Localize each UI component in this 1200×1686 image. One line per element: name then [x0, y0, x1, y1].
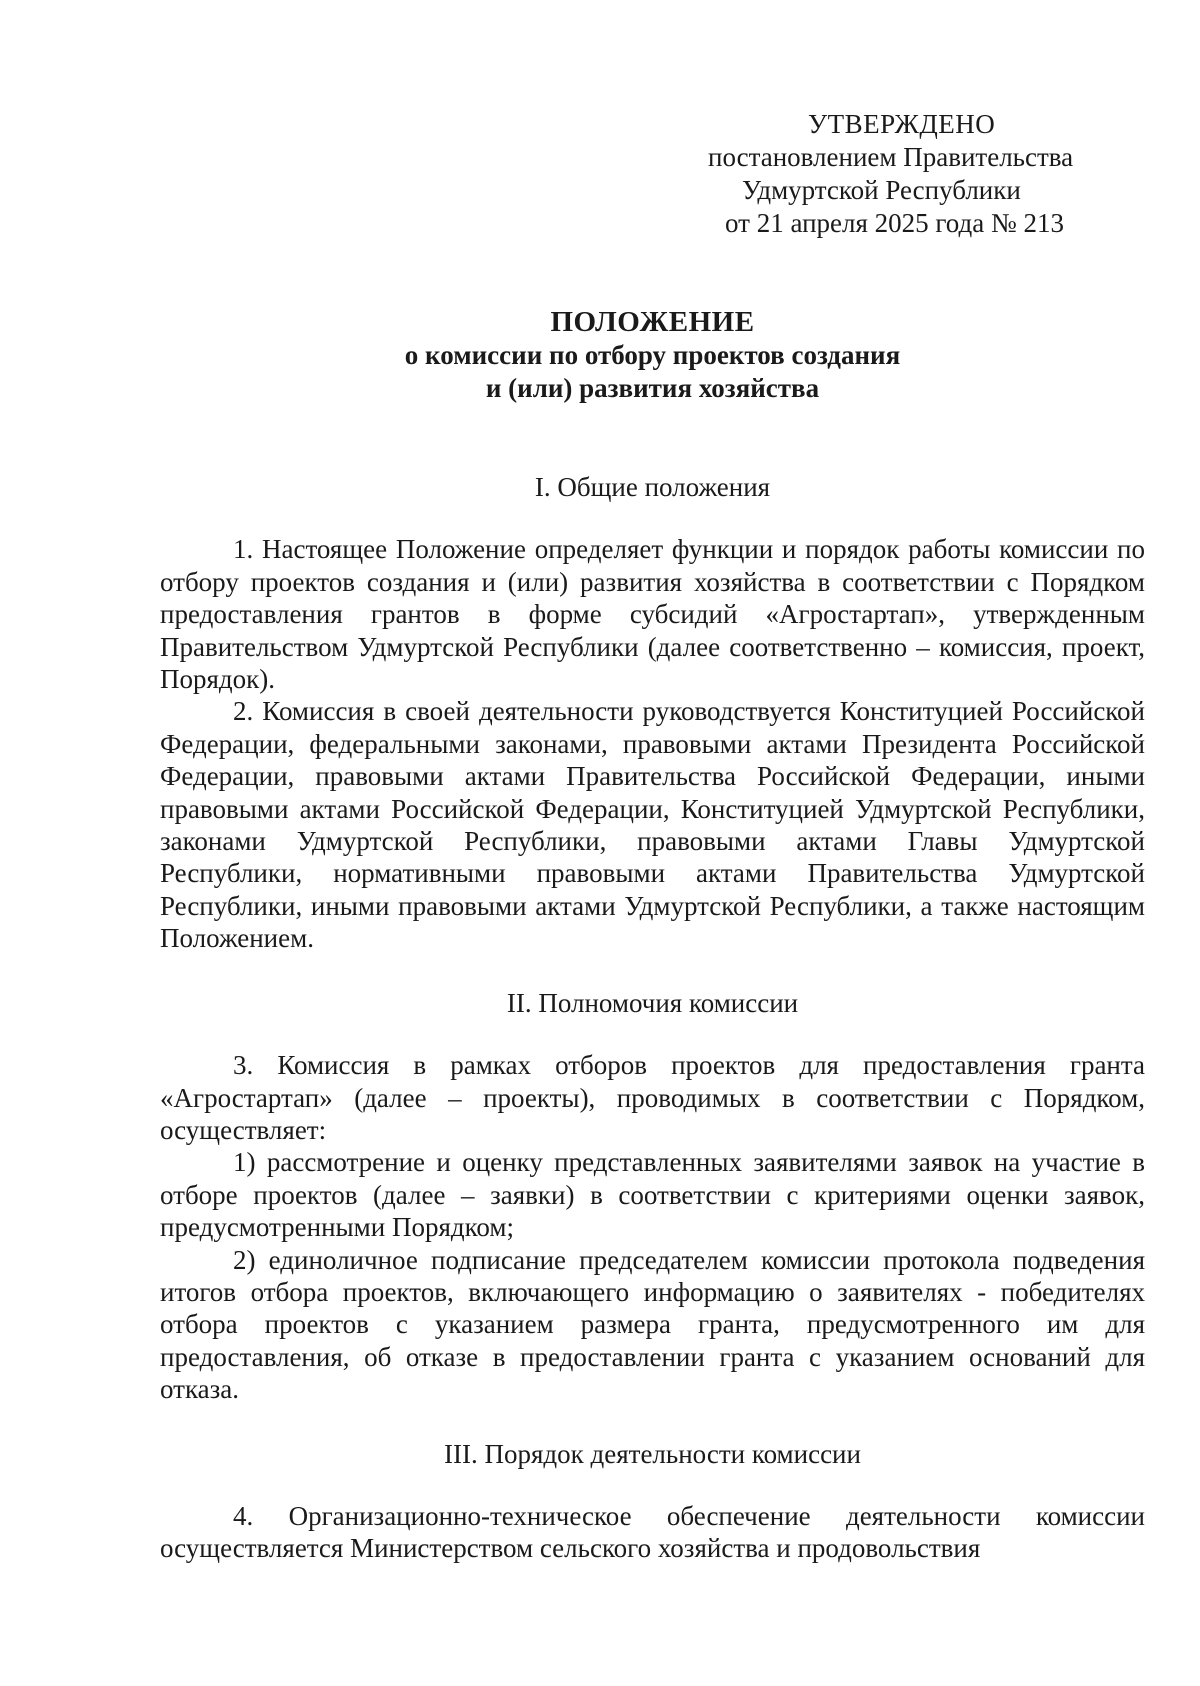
approval-line-republic: Удмуртской Республики: [742, 175, 1021, 205]
subparagraph-3-1: 1) рассмотрение и оценку представленных заявителями заявок на участие в отборе проектов (далее – заявки) в соответствии с критериями оценки заявок, предусмотренными Порядком;: [160, 1147, 1145, 1243]
document-title: [160, 306, 1145, 405]
document-title-sub-1: о комиссии по отбору проектов создания: [404, 340, 901, 370]
document-title-main: ПОЛОЖЕНИЕ: [550, 306, 755, 338]
document-title-sub-2: и (или) развития хозяйства: [485, 373, 820, 403]
section-heading-powers: II. Полномочия комиссии: [506, 987, 799, 1018]
paragraph-4: 4. Организационно-техническое обеспечение деятельности комиссии осуществляется Министерством сельского хозяйства и продовольствия: [160, 1500, 1145, 1564]
approval-line-resolution: постановлением Правительства: [708, 142, 1074, 172]
subparagraph-3-2: 2) единоличное подписание председателем комиссии протокола подведения итогов отбора проектов, включающего информацию о заявителях - победителях отбора проектов с указанием размера гранта, предусмотренного им для предоставления, об отказе в предоставлении гранта с указанием оснований для отказа.: [160, 1244, 1145, 1405]
approval-title: УТВЕРЖДЕНО: [808, 109, 996, 139]
section-heading-procedure: III. Порядок деятельности комиссии: [444, 1438, 861, 1469]
paragraph-2: 2. Комиссия в своей деятельности руководствуется Конституцией Российской Федерации, федеральными законами, правовыми актами Президента Российской Федерации, правовыми актами Правительства Российской Федерации, иными правовыми актами Российской Федерации, Конституцией Удмуртской Республики, законами Удмуртской Республики, правовыми актами Главы Удмуртской Республики, нормативными правовыми актами Правительства Удмуртской Республики, иными правовыми актами Удмуртской Республики, а также настоящим Положением.: [160, 696, 1145, 954]
approval-line-date: от 21 апреля 2025 года № 213: [725, 208, 1065, 238]
document-body: [160, 471, 1145, 1565]
paragraph-3: 3. Комиссия в рамках отборов проектов для предоставления гранта «Агростартап» (далее – проекты), проводимых в соответствии с Порядком, осуществляет:: [160, 1050, 1145, 1145]
approval-stamp: [700, 108, 1120, 240]
paragraph-1: 1. Настоящее Положение определяет функции и порядок работы комиссии по отбору проектов создания и (или) развития хозяйства в соответствии с Порядком предоставления грантов в форме субсидий «Агростартап», утвержденным Правительством Удмуртской Республики (далее соответственно – комиссия, проект, Порядок).: [160, 534, 1145, 695]
section-heading-general: I. Общие положения: [534, 472, 771, 502]
